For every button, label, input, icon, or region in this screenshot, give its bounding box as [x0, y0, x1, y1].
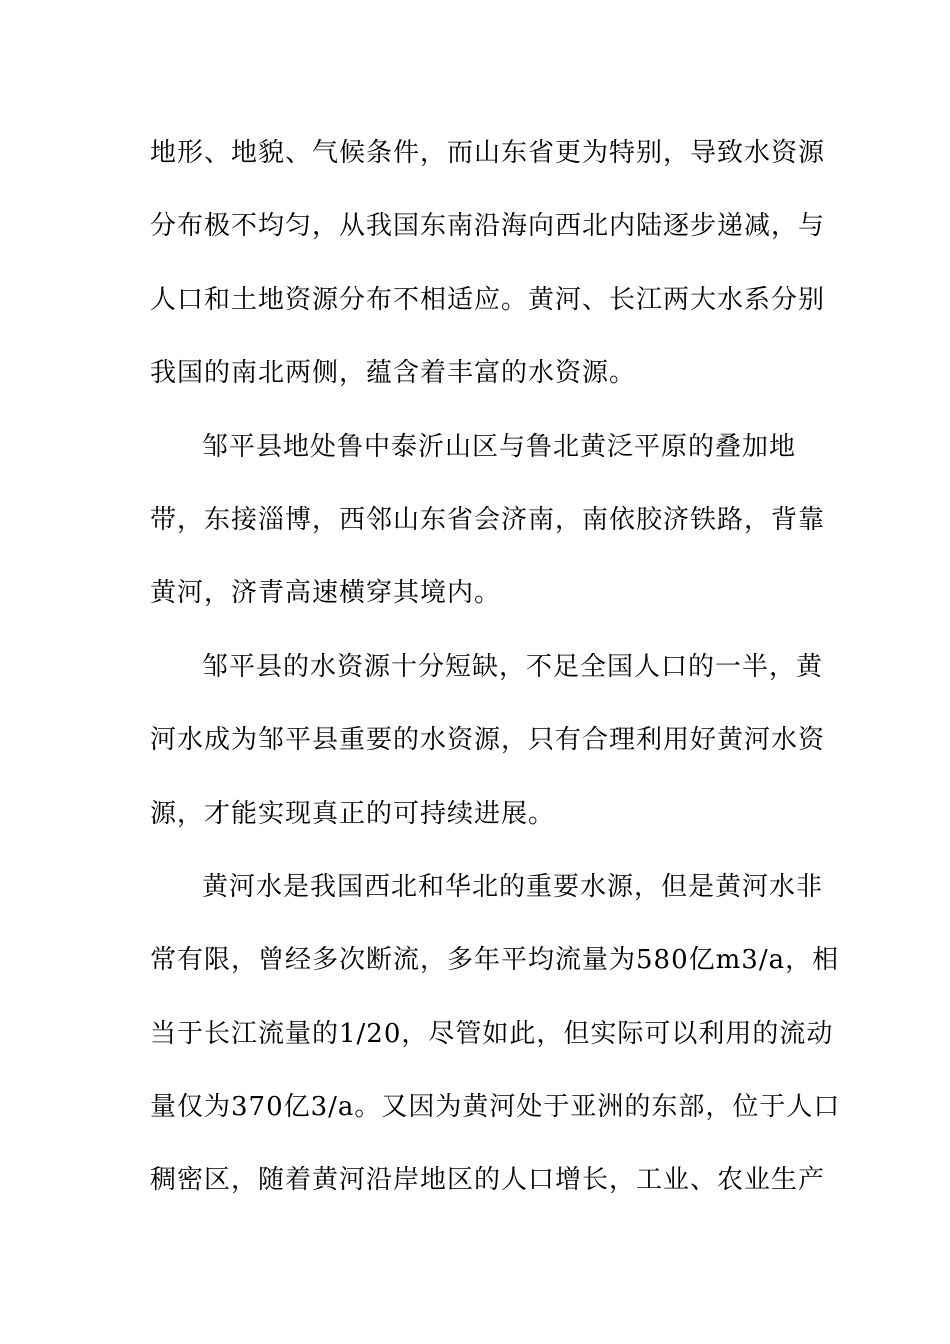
text-line: 我国的南北两侧，蕴含着丰富的水资源。 — [150, 358, 637, 389]
text-line: 带，东接淄博，西邻山东省会济南，南依胶济铁路，背靠 — [150, 504, 826, 535]
paragraph-3 — [150, 638, 826, 858]
paragraph-2 — [150, 418, 826, 638]
text-line: 黄河，济青高速横穿其境内。 — [150, 578, 502, 609]
text-line: 量仅为370亿3/a。又因为黄河处于亚洲的东部，位于人口 — [150, 1092, 841, 1123]
text-line: 邹平县地处鲁中泰沂山区与鲁北黄泛平原的叠加地 — [202, 431, 797, 462]
text-line: 河水成为邹平县重要的水资源，只有合理利用好黄河水资 — [150, 725, 826, 756]
text-line: 黄河水是我国西北和华北的重要水源，但是黄河水非 — [202, 871, 824, 902]
document-body — [150, 124, 841, 1225]
text-line: 源，才能实现真正的可持续进展。 — [150, 798, 556, 829]
text-line: 地形、地貌、气候条件，而山东省更为特别，导致水资源 — [150, 138, 826, 168]
paragraph-1 — [150, 124, 826, 418]
text-line: 邹平县的水资源十分短缺，不足全国人口的一半，黄 — [202, 651, 824, 682]
text-line: 人口和土地资源分布不相适应。黄河、长江两大水系分别 — [150, 284, 826, 315]
text-line: 分布极不均匀，从我国东南沿海向西北内陆逐步递减，与 — [150, 211, 826, 242]
text-line: 稠密区，随着黄河沿岸地区的人口增长，工业、农业生产 — [150, 1165, 826, 1196]
text-line: 当于长江流量的1/20，尽管如此，但实际可以利用的流动 — [150, 1018, 834, 1049]
paragraph-4 — [150, 858, 841, 1225]
text-line: 常有限，曾经多次断流，多年平均流量为580亿m3/a，相 — [150, 945, 840, 976]
